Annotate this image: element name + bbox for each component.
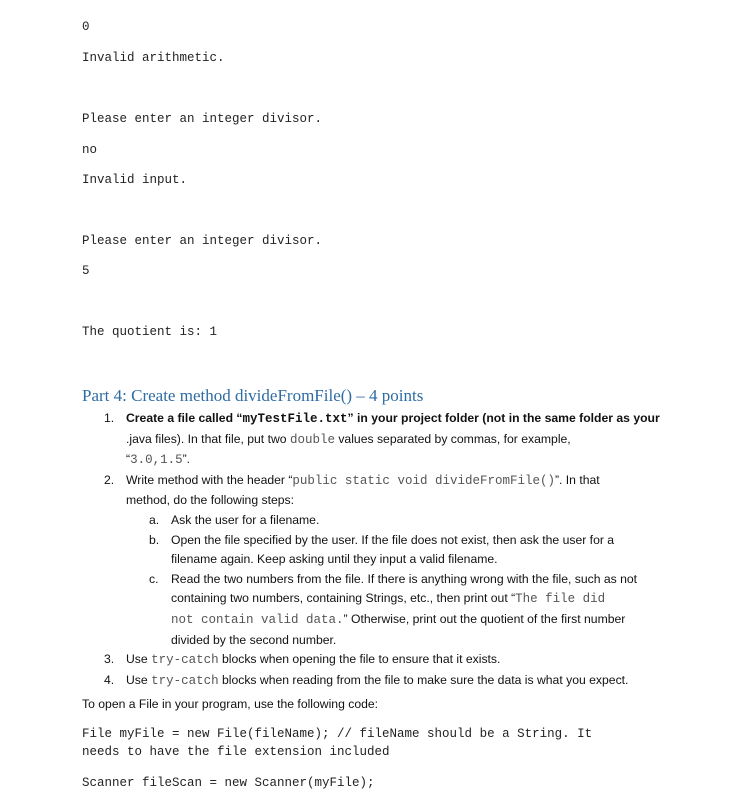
section-heading: Part 4: Create method divideFromFile() – 4 points <box>82 386 424 405</box>
console-user-input: 5 <box>82 264 90 278</box>
try-catch-code: try-catch <box>151 653 219 668</box>
console-prompt: Please enter an integer divisor. <box>82 112 323 126</box>
list-item-2: 2. Write method with the header “public static void divideFromFile()”. In that method, do the following steps: a. Ask the user for a filename. b. Open the file specified by the user. If the file does not exist, then ask the user for a filename again. Keep asking until they input a valid filename. c. Read the two numbers from the file. If there is anything wrong with the file, such as not containing two numbers, containing Strings, etc., then print out “The file did not contain valid data.” Otherwise, print out the quotient of the first number divided by the second number. <box>126 471 686 650</box>
list-item-3: 3. Use try-catch blocks when opening the file to ensure that it exists. <box>104 652 501 668</box>
code-line: needs to have the file extension included <box>82 745 390 759</box>
list-item-4: 4. Use try-catch blocks when reading from the file to make sure the data is what you expect. <box>104 672 629 688</box>
console-invalid-input: Invalid input. <box>82 173 188 187</box>
sub-item-c: c. Read the two numbers from the file. If there is anything wrong with the file, such as not containing two numbers, containing Strings, etc., then print out “The file did not contain valid data.” Otherwise, print out the quotient of the first number divided by the second number. <box>149 571 638 647</box>
page-edge-line <box>120 0 400 3</box>
console-quotient: The quotient is: 1 <box>82 325 218 339</box>
code-line: Scanner fileScan = new Scanner(myFile); <box>82 776 375 790</box>
sub-item-b: b. Open the file specified by the user. If the file does not exist, then ask the user for a filename again. Keep asking until they input a valid filename. <box>149 532 615 567</box>
console-prompt: Please enter an integer divisor. <box>82 234 323 248</box>
example-code: 3.0,1.5 <box>130 453 183 468</box>
double-code: double <box>289 432 335 447</box>
try-catch-code: try-catch <box>151 673 219 688</box>
instruction-list <box>104 409 686 691</box>
method-header-code: public static void divideFromFile() <box>292 473 555 488</box>
open-file-intro: To open a File in your program, use the following code: <box>82 697 379 711</box>
code-line: File myFile = new File(fileName); // fileName should be a String. It <box>82 727 593 741</box>
list-item-1: 1. Create a file called “myTestFile.txt” in your project folder (not in the same folder as your .java files). In that file, put two double values separated by commas, for example, “3.0,1.5”. <box>104 411 660 468</box>
sub-item-a: a. Ask the user for a filename. <box>149 512 320 527</box>
console-line-zero: 0 <box>82 20 90 34</box>
error-message-code: not contain valid data. <box>171 612 344 627</box>
error-message-code: The file did <box>515 592 606 607</box>
console-user-input: no <box>82 143 98 157</box>
console-invalid-arithmetic: Invalid arithmetic. <box>82 51 225 65</box>
filename-code: myTestFile.txt <box>242 412 348 426</box>
